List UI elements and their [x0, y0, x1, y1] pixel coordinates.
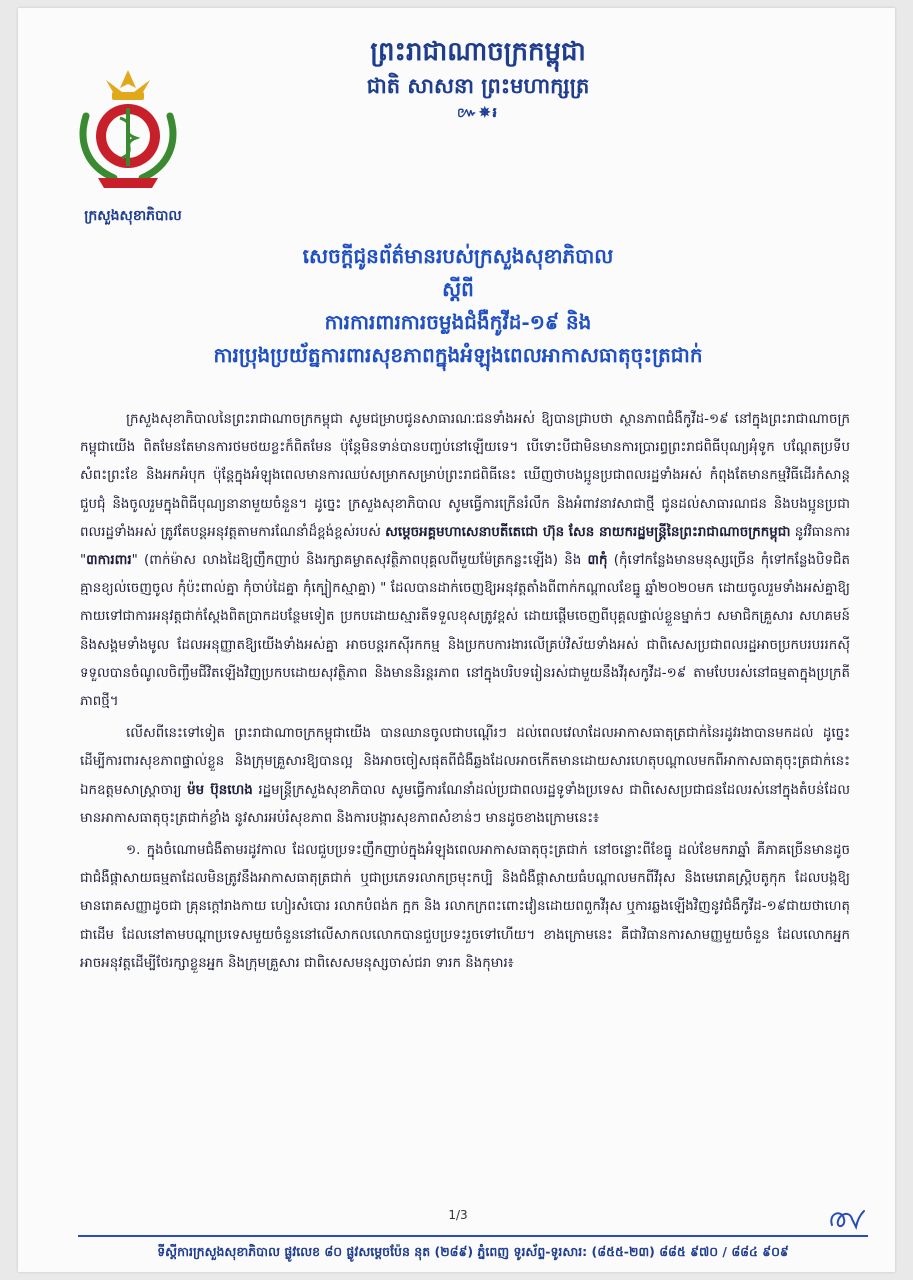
title-line-4: ការប្រុងប្រយ័ត្នការពារសុខភាពក្នុងអំឡុងពេលអាកាសធាតុចុះត្រជាក់: [213, 343, 703, 367]
logo-emblem-icon: [68, 66, 188, 196]
document-title: [78, 240, 838, 372]
ministry-label: ក្រសួងសុខាភិបាល: [84, 208, 182, 224]
ornament-divider: ៚✵៛: [457, 105, 499, 121]
paragraph-1-text-g: (កុំទៅកន្លែងមានមនុស្សច្រើន កុំទៅកន្លែងបិទជិតគ្មានខ្យល់ចេញចូល កុំប៉ះពាល់គ្នា កុំចាប់ដៃគ្នា កុំក្បៀកស្មាគ្នា) " ដែលបានដាក់ចេញឱ្យអនុវត្តតាំងពីពាក់កណ្តាលខែធ្នូ ឆ្នាំ២០២០មក ដោយចូលរួមទាំងអស់គ្នាឱ្យកាយទៅជាការអនុវត្តជាក់ស្តែងពិតប្រាកដបន្ថែមទៀត ប្រកបដោយស្មារតីទទួលខុសត្រូវខ្ពស់ ដោយផ្តើមចេញពីបុគ្គលផ្ទាល់ខ្លួនម្នាក់ៗ សមាជិកគ្រួសារ សហគមន៍ និងសង្គមទាំងមូល ដែលអនុញ្ញាតឱ្យយើងទាំងអស់គ្នា អាចបន្តរកស៊ីរកកម្ម និងប្រកបការងារលើគ្រប់វិស័យទាំងអស់ ជាពិសេសប្រជាពលរដ្ឋអាចប្រកបរបររកស៊ីទទួលបានចំណូលចិញ្ចឹមជីវិតឡើងវិញប្រកបដោយសុវត្ថិភាព និងមាននិរន្តរភាព នៅក្នុងបរិបទរៀនរស់ជាមួយនឹងវីរុសកូវីដ-១៩ តាមបែបរស់នៅធម្មតាក្នុងប្រក្រតីភាពថ្មី។: [80, 553, 850, 710]
paragraph-2: [80, 720, 850, 833]
three-donts-bold: ៣កុំ: [587, 553, 608, 569]
title-line-2: ស្តីពី: [442, 277, 474, 301]
pm-name-bold: សម្តេចអគ្គមហាសេនាបតីតេជោ ហ៊ុន សែន នាយករដ្ឋមន្ត្រីនៃព្រះរាជាណាចក្រកម្ពុជា: [385, 524, 791, 540]
ministry-logo: [68, 66, 188, 196]
three-protections-bold: ៣ការពារ: [86, 553, 132, 569]
paragraph-2-text-c: រដ្ឋមន្ត្រីក្រសួងសុខាភិបាល សូមធ្វើការណែនាំដល់ប្រជាពលរដ្ឋទូទាំងប្រទេស ជាពិសេសប្រជាជនដែលរស់នៅក្នុងតំបន់ដែលមានអាកាសធាតុចុះត្រជាក់ខ្លាំង នូវសារអប់រំសុខភាព និងការបង្ការសុខភាពសំខាន់ៗ មានដូចខាងក្រោមនេះ៖: [80, 782, 851, 826]
footer-address: ទីស្តីការក្រសួងសុខាភិបាល ផ្លូវលេខ ៨០ ផ្លូវសម្តេចប៉ែន នុត (២៨៩) ភ្នំពេញ ទូរស័ព្ទ-ទូរសារ: (៨៥៥-២៣) ៨៨៥ ៩៧០ / ៨៨៤ ៩០៩: [157, 1244, 789, 1259]
title-line-3: ការការពារការចម្លងជំងឺកូវីដ-១៩ និង: [324, 310, 592, 334]
signature-initial: [826, 1205, 866, 1233]
paragraph-3: ១. ក្នុងចំណោមជំងឺតាមរដូវកាល ដែលជួបប្រទះញឹកញាប់ក្នុងអំឡុងពេលអាកាសធាតុចុះត្រជាក់ នៅចន្លោះពីខែធ្នូ ដល់ខែមករាឆ្នាំ គឺភាគច្រើនមានដូចជាជំងឺផ្តាសាយធម្មតាដែលមិនត្រូវនឹងអាកាសធាតុត្រជាក់ ឬជាប្រភេទរលាកច្រមុះកប្បិ និងជំងឺផ្តាសាយធំបណ្តាលមកពីវីរុស និងមេរោគស្ត្រិបតូកុក ដែលបង្កឱ្យមានរោគសញ្ញាដូចជា គ្រុនក្តៅរាងកាយ ហៀរសំបោរ រលាកបំពង់ក ក្អក និង រលាកក្រពះពោះវៀនដោយពពួកវីរុស ឬការឆ្លងឡើងវិញនូវជំងឺកូវីដ-១៩ជាយថាហេតុជាដើម ដែលនៅតាមបណ្តាប្រទេសមួយចំនួននៅលើសាកលលោកបានជួបប្រទះរួចទៅហើយ។ ខាងក្រោមនេះ គឺជាវិធានការសាមញ្ញមួយចំនួន ដែលលោកអ្នកអាចអនុវត្តដើម្បីថែរក្សាខ្លួនអ្នក និងក្រុមគ្រួសារ ជាពិសេសមនុស្សចាស់ជរា ទារក និងកុមារ៖: [80, 843, 850, 971]
paragraph-1-text-a: ក្រសួងសុខាភិបាលនៃព្រះរាជាណាចក្រកម្ពុជា សូមជម្រាបជូនសាធារណៈជនទាំងអស់ ឱ្យបានជ្រាបថា ស្ថានភាពជំងឺកូវីដ-១៩ នៅក្នុងព្រះរាជាណាចក្រកម្ពុជាយើង ពិតមែនតែមានការថមថយខ្លះក៏ពិតមែន ប៉ុន្តែមិនទាន់បានបញ្ចប់នៅឡើយទេ។ បើទោះបីជាមិនមានការប្រារព្ធព្រះរាជពិធីបុណ្យអុំទូក បណ្តែតប្រទីប សំពះព្រះខែ និងអកអំបុក ប៉ុន្តែក្នុងអំឡុងពេលមានការឈប់សម្រាកសម្រាប់ព្រះរាជពិធីនេះ ឃើញថាបងប្អូនប្រជាពលរដ្ឋទាំងអស់ កំពុងតែមានកម្មវិធីដើរកំសាន្ត ជួបជុំ និងចូលរួមក្នុងពិធីបុណ្យនានាមួយចំនួន។ ដូច្នេះ ក្រសួងសុខាភិបាល សូមធ្វើការក្រើនរំលឹក និងអំពាវនាវសាជាថ្មី ជូនដល់សាធារណជន និងបងប្អូនប្រជាពលរដ្ឋទាំងអស់ ត្រូវតែបន្តអនុវត្តតាមការណែនាំដ៏ខ្ពង់ខ្ពស់របស់: [80, 412, 850, 540]
title-line-1: សេចក្តីជូនព័ត៌មានរបស់ក្រសួងសុខាភិបាល: [302, 244, 614, 268]
paragraph-1-text-e: " (ពាក់ម៉ាស លាងដៃឱ្យញឹកញាប់ និងរក្សាគម្លាតសុវត្ថិភាពបុគ្គលពីមួយម៉ែត្រកន្លះឡើង) និង: [131, 553, 582, 569]
letterhead: [328, 36, 628, 122]
page-number: 1/3: [448, 1208, 468, 1222]
paragraph-1-text-c: នូវវិធានការ ": [80, 524, 850, 569]
document-body: [80, 406, 850, 982]
minister-name-bold: ម៉ម ប៊ុនហេង: [187, 782, 253, 798]
document-page: [18, 8, 895, 1272]
paragraph-2-text-a: លើសពីនេះទៅទៀត ព្រះរាជាណាចក្រកម្ពុជាយើង បានឈានចូលជាបណ្តើរៗ ដល់ពេលវេលាដែលអាកាសធាតុត្រជាក់នៃរដូវរងាបានមកដល់ ដូច្នេះ ដើម្បីការពារសុខភាពផ្ទាល់ខ្លួន និងក្រុមគ្រួសារឱ្យបានល្អ និងអាចចៀសផុតពីជំងឺឆ្លងដែលអាចកើតមានដោយសារហេតុបណ្តាលមកពីអាកាសធាតុចុះត្រជាក់នេះ ឯកឧត្តមសាស្ត្រាចារ្យ: [80, 726, 850, 798]
national-motto: ជាតិ សាសនា ព្រះមហាក្សត្រ: [366, 73, 590, 98]
paragraph-1: [80, 406, 850, 716]
footer-divider: [78, 1235, 868, 1237]
signature-mark-icon: [826, 1205, 866, 1233]
kingdom-name: ព្រះរាជាណាចក្រកម្ពុជា: [370, 37, 586, 67]
